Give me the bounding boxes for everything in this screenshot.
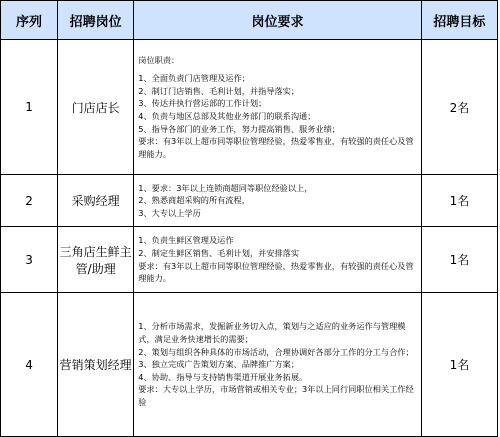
header-seq: 序列 [1, 1, 58, 40]
position-cell: 三角店生鲜主管/助理 [58, 227, 134, 293]
requirement-line: 1、要求：3年以上连锁商超同等职位经验以上， [138, 182, 313, 193]
header-requirements: 岗位要求 [134, 1, 422, 40]
requirement-line: 5、指导各部门的业务工作，努力提高销售、服务业绩； [138, 123, 340, 134]
position-cell: 采购经理 [58, 175, 134, 227]
position-cell: 营销策划经理 [58, 293, 134, 437]
requirement-line: 2、制订门店销售、毛利计划，并指导落实； [138, 85, 300, 96]
requirement-line: 2、熟悉商超采购的所有流程， [138, 195, 250, 206]
seq-cell: 2 [1, 175, 58, 227]
table-row [1, 293, 498, 437]
target-cell: 2名 [421, 40, 497, 175]
table-row [1, 175, 498, 227]
requirement-line: 1、全面负责门店管理及运作； [138, 73, 250, 84]
target-cell: 1名 [421, 175, 497, 227]
requirement-line: 岗位职责： [138, 54, 180, 65]
requirements-cell [134, 227, 422, 293]
requirement-line: 要求：有3年以上超市同等职位管理经验，热爱零售业，有较强的责任心及管理能力。 [138, 260, 414, 284]
requirement-line: 2、制定生鲜区销售、毛利计划，并安排落实 [138, 247, 300, 258]
target-cell: 1名 [421, 227, 497, 293]
target-cell: 1名 [421, 293, 497, 437]
position-cell: 门店店长 [58, 40, 134, 175]
seq-cell: 1 [1, 40, 58, 175]
requirement-line: 3、大专以上学历 [138, 207, 201, 218]
requirements-cell [134, 40, 422, 175]
header-position: 招聘岗位 [58, 1, 134, 40]
requirement-line: 要求：大专以上学历，市场营销或相关专业；3年以上同行同职位相关工作经验 [138, 384, 414, 407]
requirements-cell [134, 293, 422, 437]
requirements-cell [134, 175, 422, 227]
requirement-line: 2、策划与组织各种具体的市场活动，合理协调好各部分工作的分工与合作； [138, 346, 414, 357]
table-row [1, 40, 498, 175]
requirement-line: 1、分析市场需求，发掘新业务切入点，策划与之适应的业务运作与管理模式，满足业务快速增长的需要； [138, 321, 406, 345]
requirement-line: 3、独立完成广告策划方案、品牌推广方案； [138, 359, 300, 370]
table-row [1, 227, 498, 293]
requirement-line: 4、负责与地区总部及其他业务部门的联系沟通； [138, 111, 316, 121]
requirement-line: 4、协助、指导与支持销售渠道开展业务拓展。 [138, 371, 308, 382]
requirement-line: 1、负责生鲜区管理及运作 [138, 235, 234, 246]
requirement-line: 要求：有3年以上超市同等职位管理经验，热爱零售业，有较强的责任心及管理能力。 [138, 136, 414, 159]
seq-cell: 4 [1, 293, 58, 437]
requirement-line: 3、传达并执行营运部的工作计划； [138, 98, 267, 109]
header-target: 招聘目标 [421, 1, 497, 40]
header-row [1, 1, 498, 40]
seq-cell: 3 [1, 227, 58, 293]
